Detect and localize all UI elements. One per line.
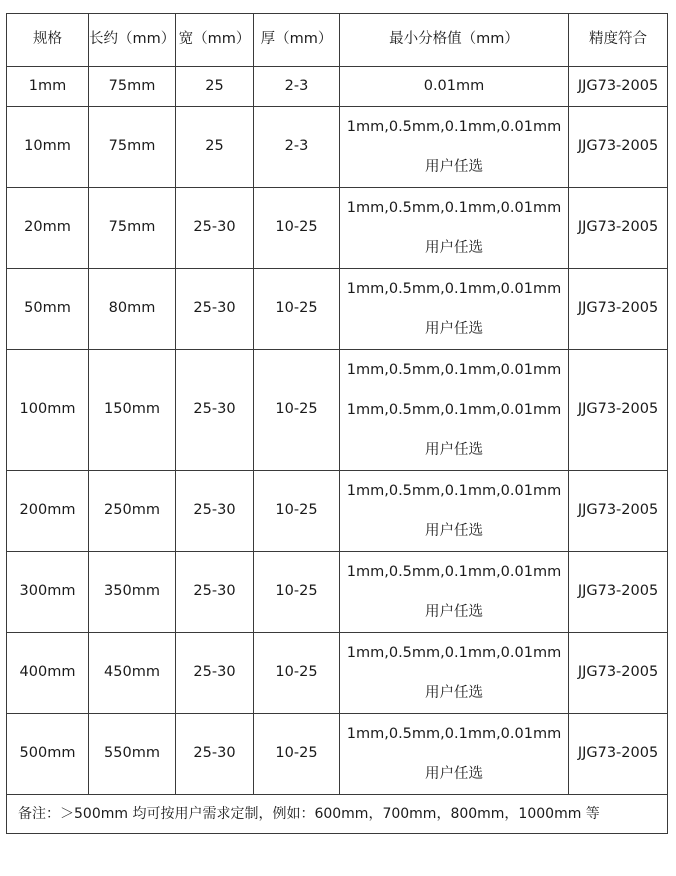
thickness-cell: 10-25 — [254, 269, 340, 350]
min-division-line: 用户任选 — [425, 523, 483, 539]
spec-cell: 300mm — [7, 552, 89, 633]
spec-table — [6, 13, 668, 834]
length-cell: 75mm — [89, 67, 176, 107]
spec-cell: 10mm — [7, 107, 89, 188]
accuracy-cell: JJG73-2005 — [569, 552, 668, 633]
accuracy-cell: JJG73-2005 — [569, 350, 668, 471]
thickness-cell: 10-25 — [254, 552, 340, 633]
width-cell: 25 — [176, 107, 254, 188]
min-division-cell — [340, 107, 569, 188]
accuracy-cell: JJG73-2005 — [569, 633, 668, 714]
width-cell: 25-30 — [176, 714, 254, 795]
table-row — [7, 633, 668, 714]
width-cell: 25 — [176, 67, 254, 107]
min-division-line: 用户任选 — [425, 442, 483, 458]
header-width: 宽（mm） — [176, 14, 254, 67]
spec-cell: 200mm — [7, 471, 89, 552]
length-cell: 450mm — [89, 633, 176, 714]
min-division-cell — [340, 552, 569, 633]
accuracy-cell: JJG73-2005 — [569, 269, 668, 350]
thickness-cell: 10-25 — [254, 633, 340, 714]
thickness-cell: 10-25 — [254, 714, 340, 795]
length-cell: 550mm — [89, 714, 176, 795]
table-row — [7, 107, 668, 188]
min-division-line: 1mm,0.5mm,0.1mm,0.01mm — [346, 564, 562, 580]
accuracy-cell: JJG73-2005 — [569, 471, 668, 552]
table-row — [7, 350, 668, 471]
min-division-line: 1mm,0.5mm,0.1mm,0.01mm — [346, 200, 562, 216]
thickness-cell: 10-25 — [254, 471, 340, 552]
width-cell: 25-30 — [176, 269, 254, 350]
min-division-line: 1mm,0.5mm,0.1mm,0.01mm — [346, 645, 562, 661]
min-division-line: 用户任选 — [425, 240, 483, 256]
length-cell: 350mm — [89, 552, 176, 633]
width-cell: 25-30 — [176, 350, 254, 471]
min-division-cell — [340, 633, 569, 714]
width-cell: 25-30 — [176, 633, 254, 714]
thickness-cell: 10-25 — [254, 350, 340, 471]
min-division-line: 用户任选 — [425, 685, 483, 701]
min-division-cell — [340, 714, 569, 795]
header-thickness: 厚（mm） — [254, 14, 340, 67]
min-division-line: 1mm,0.5mm,0.1mm,0.01mm — [346, 726, 562, 742]
min-division-line: 0.01mm — [423, 77, 485, 94]
table-row — [7, 552, 668, 633]
thickness-cell: 2-3 — [254, 67, 340, 107]
min-division-line: 1mm,0.5mm,0.1mm,0.01mm — [346, 119, 562, 135]
spec-cell: 100mm — [7, 350, 89, 471]
spec-cell: 500mm — [7, 714, 89, 795]
header-length: 长约（mm） — [89, 14, 176, 67]
table-row — [7, 714, 668, 795]
accuracy-cell: JJG73-2005 — [569, 67, 668, 107]
min-division-cell — [340, 269, 569, 350]
min-division-cell — [340, 188, 569, 269]
note-row — [7, 795, 668, 834]
thickness-cell: 10-25 — [254, 188, 340, 269]
header-accuracy: 精度符合 — [569, 14, 668, 67]
length-cell: 75mm — [89, 107, 176, 188]
min-division-cell — [340, 471, 569, 552]
spec-cell: 400mm — [7, 633, 89, 714]
min-division-cell — [340, 350, 569, 471]
note-text: 备注：＞500mm 均可按用户需求定制，例如：600mm，700mm，800mm，1000mm 等 — [7, 795, 668, 834]
table-row — [7, 471, 668, 552]
accuracy-cell: JJG73-2005 — [569, 714, 668, 795]
table-row — [7, 188, 668, 269]
min-division-line: 用户任选 — [425, 766, 483, 782]
table-row — [7, 67, 668, 107]
min-division-line: 1mm,0.5mm,0.1mm,0.01mm — [346, 281, 562, 297]
width-cell: 25-30 — [176, 188, 254, 269]
min-division-line: 用户任选 — [425, 321, 483, 337]
min-division-line: 用户任选 — [425, 604, 483, 620]
length-cell: 150mm — [89, 350, 176, 471]
length-cell: 75mm — [89, 188, 176, 269]
min-division-line: 1mm,0.5mm,0.1mm,0.01mm — [346, 402, 562, 418]
spec-cell: 20mm — [7, 188, 89, 269]
min-division-line: 用户任选 — [425, 159, 483, 175]
min-division-line: 1mm,0.5mm,0.1mm,0.01mm — [346, 362, 562, 378]
width-cell: 25-30 — [176, 471, 254, 552]
accuracy-cell: JJG73-2005 — [569, 188, 668, 269]
width-cell: 25-30 — [176, 552, 254, 633]
spec-cell: 1mm — [7, 67, 89, 107]
spec-cell: 50mm — [7, 269, 89, 350]
accuracy-cell: JJG73-2005 — [569, 107, 668, 188]
thickness-cell: 2-3 — [254, 107, 340, 188]
min-division-line: 1mm,0.5mm,0.1mm,0.01mm — [346, 483, 562, 499]
table-row — [7, 269, 668, 350]
header-spec: 规格 — [7, 14, 89, 67]
length-cell: 80mm — [89, 269, 176, 350]
header-row — [7, 14, 668, 67]
min-division-cell — [340, 67, 569, 107]
length-cell: 250mm — [89, 471, 176, 552]
header-min-division: 最小分格值（mm） — [340, 14, 569, 67]
